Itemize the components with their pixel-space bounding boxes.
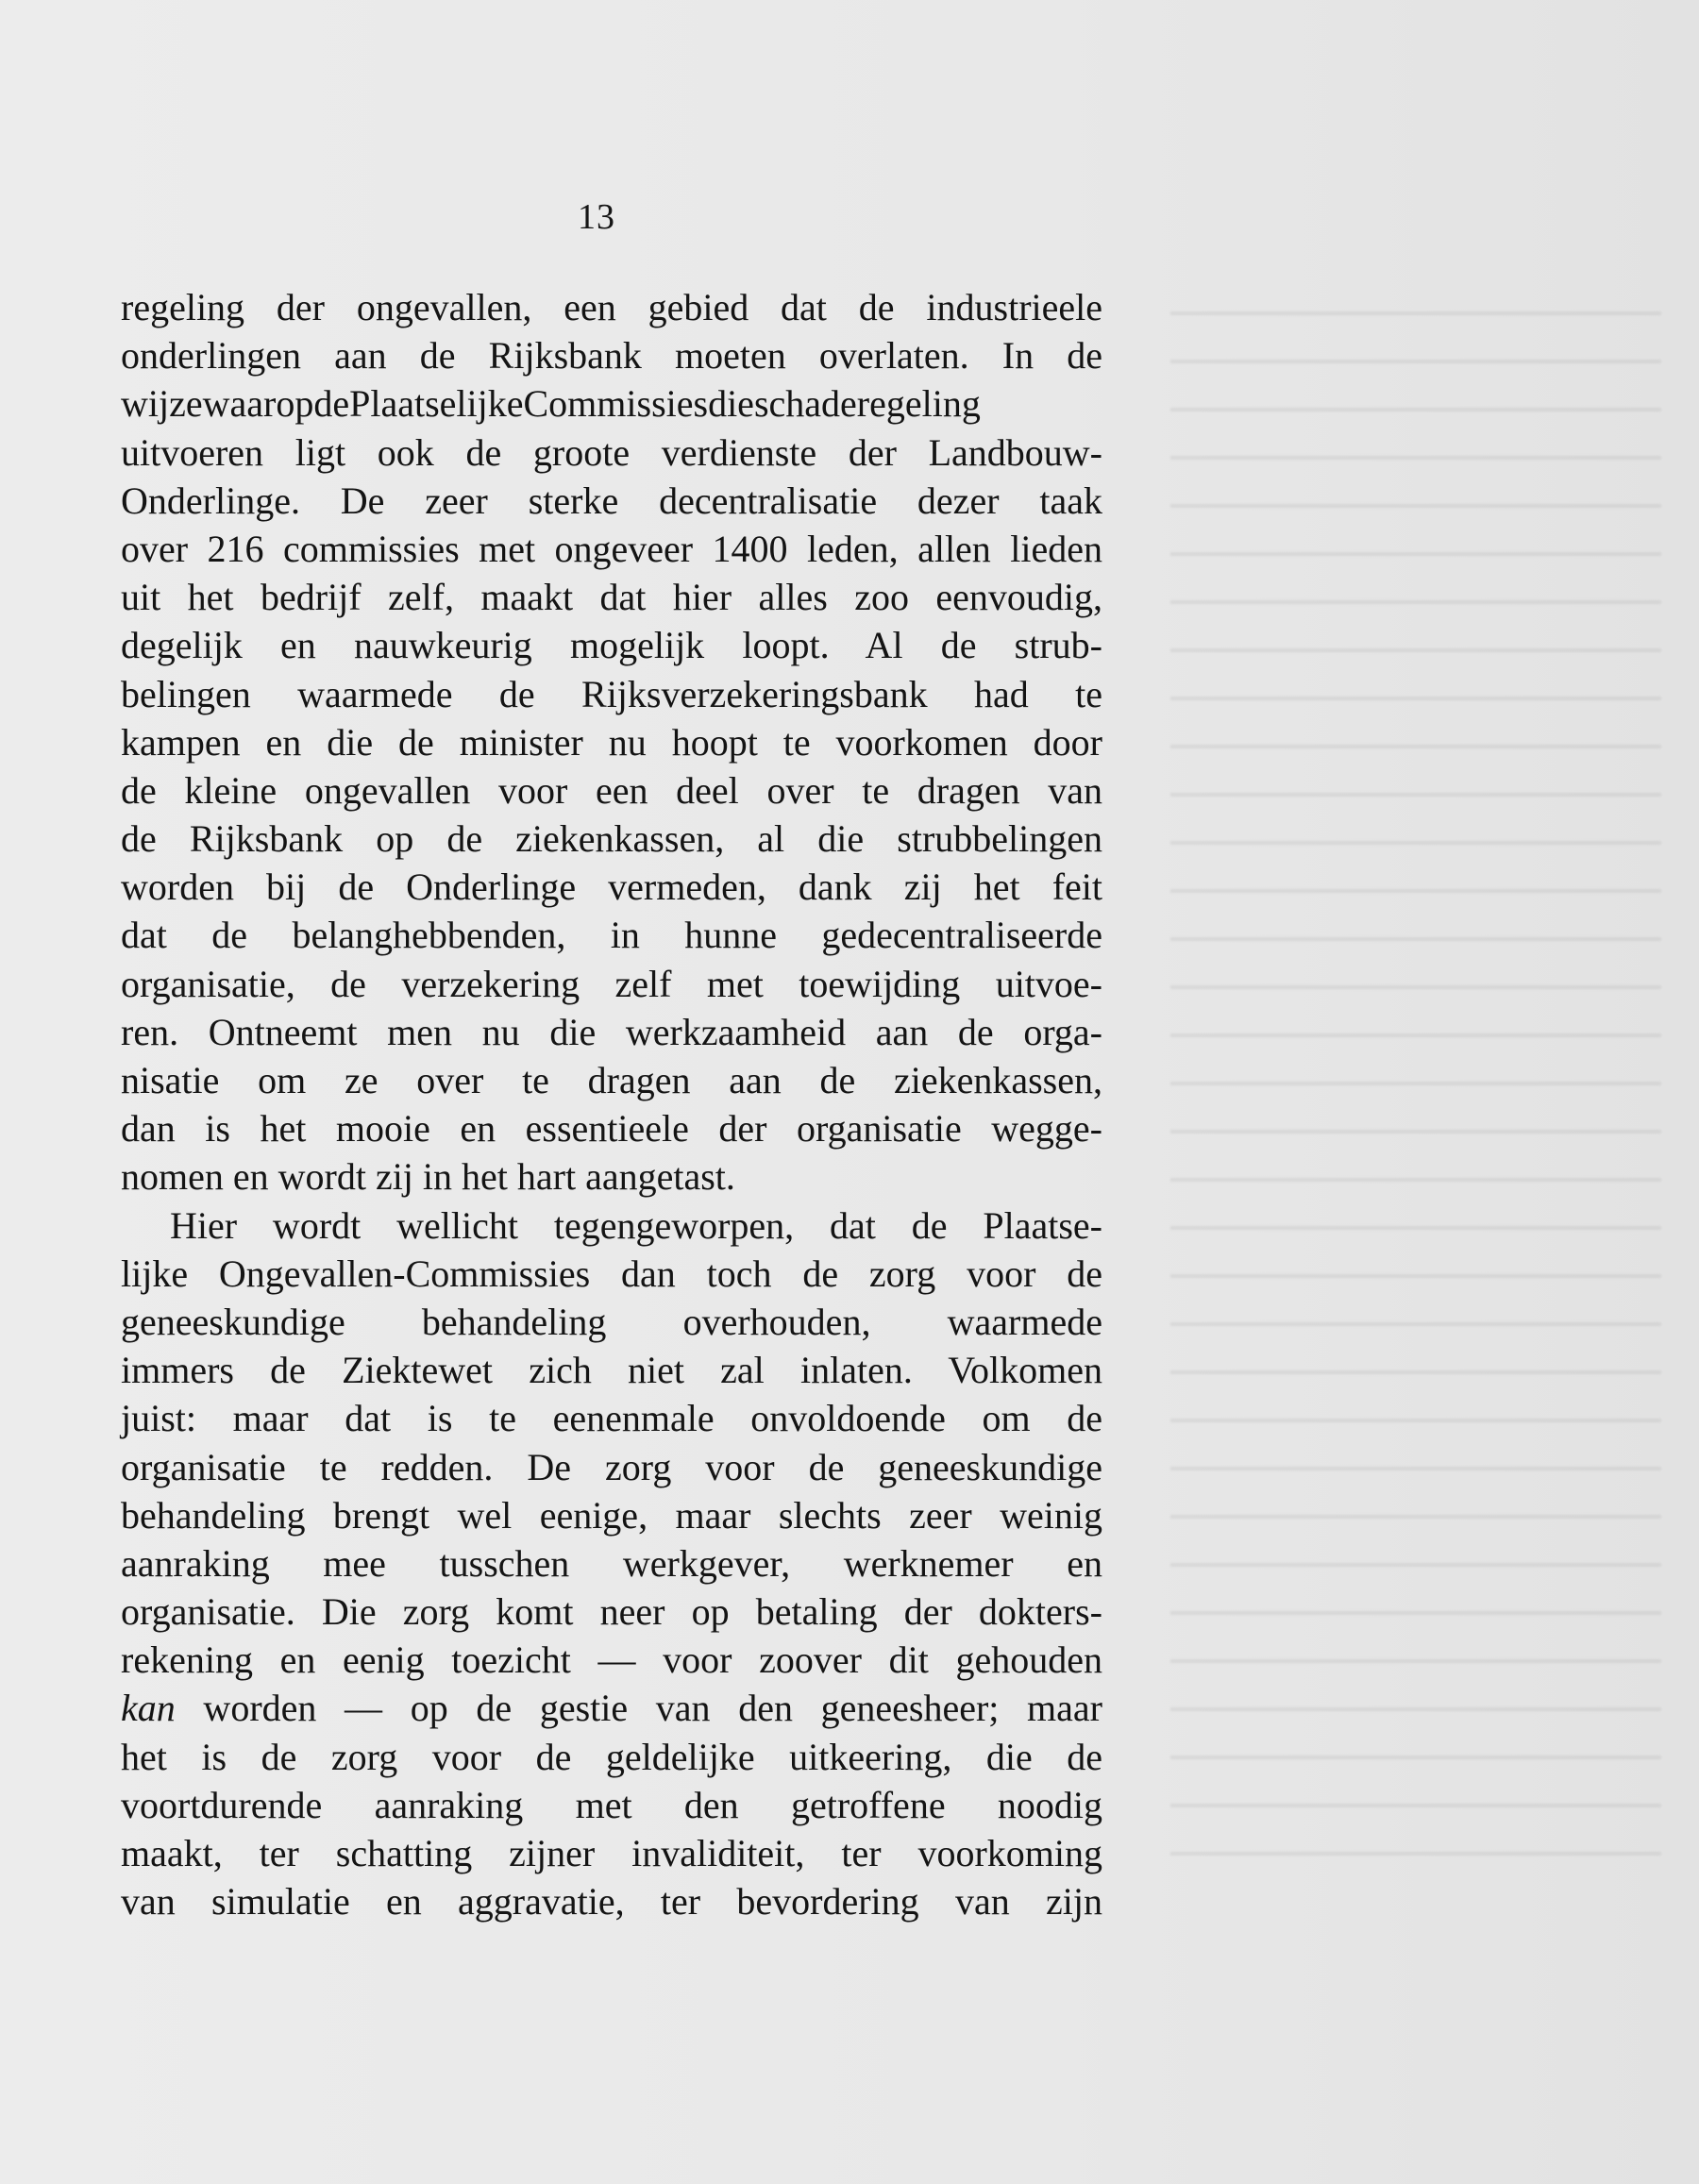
text-line: degelijk en nauwkeurig mogelijk loopt. Al de strub- <box>121 624 1102 667</box>
text-line: aanraking mee tusschen werkgever, werknemer en <box>121 1541 1102 1585</box>
text-line: de kleine ongevallen voor een deel over te dragen van <box>121 768 1102 812</box>
text-line: van simulatie en aggravatie, ter bevordering van zijn <box>121 1880 1102 1924</box>
text-line: organisatie. Die zorg komt neer op betaling der dokters- <box>121 1590 1102 1634</box>
text-line: nomen en wordt zij in het hart aangetast. <box>121 1155 735 1199</box>
page-number: 13 <box>578 197 615 237</box>
text-line: worden bij de Onderlinge vermeden, dank zij het feit <box>121 865 1102 909</box>
paragraph-1 <box>121 283 1102 1201</box>
text-line: over 216 commissies met ongeveer 1400 leden, allen lieden <box>121 527 1102 570</box>
text-line: kampen en die de minister nu hoopt te voorkomen door <box>121 720 1102 764</box>
paragraph-2 <box>121 1201 1102 1926</box>
text-line: immers de Ziektewet zich niet zal inlaten. Volkomen <box>121 1349 1102 1392</box>
bleed-through-text <box>1170 283 1661 1888</box>
text-line: de Rijksbank op de ziekenkassen, al die strubbelingen <box>121 817 1102 861</box>
text-line: lijke Ongevallen-Commissies dan toch de zorg voor de <box>121 1252 1102 1295</box>
text-line: maakt, ter schatting zijner invaliditeit, ter voorkoming <box>121 1832 1102 1874</box>
text-line: organisatie, de verzekering zelf met toewijding uitvoe- <box>121 962 1102 1005</box>
text-line: belingen waarmede de Rijksverzekeringsbank had te <box>121 672 1102 715</box>
text-line: geneeskundige behandeling overhouden, waarmede <box>121 1300 1102 1343</box>
text-line: voortdurende aanraking met den getroffene noodig <box>121 1783 1102 1826</box>
text-line: Onderlinge. De zeer sterke decentralisatie dezer taak <box>121 479 1102 522</box>
text-line: dat de belanghebbenden, in hunne gedecentraliseerde <box>121 914 1102 957</box>
text-line-with-italic <box>121 1684 1102 1732</box>
body-text <box>121 283 1102 1925</box>
text-line: uit het bedrijf zelf, maakt dat hier alles zoo eenvoudig, <box>121 576 1102 619</box>
text-line: behandeling brengt wel eenige, maar slechts zeer weinig <box>121 1493 1102 1537</box>
text-line: Hier wordt wellicht tegengeworpen, dat de Plaatse- <box>170 1203 1102 1247</box>
text-line: ren. Ontneemt men nu die werkzaamheid aan de orga- <box>121 1010 1102 1053</box>
text-line: onderlingen aan de Rijksbank moeten overlaten. In de <box>121 334 1102 378</box>
text-line: wijzewaaropdePlaatselijkeCommissiesdieschaderegeling <box>121 382 981 426</box>
text-line: organisatie te redden. De zorg voor de geneeskundige <box>121 1445 1102 1488</box>
text-line: rekening en eenig toezicht — voor zoover dit gehouden <box>121 1638 1102 1682</box>
text-line: uitvoeren ligt ook de groote verdienste der Landbouw- <box>121 430 1102 474</box>
italic-word: kan <box>121 1687 176 1730</box>
text-line: het is de zorg voor de geldelijke uitkeering, die de <box>121 1735 1102 1778</box>
text-line: nisatie om ze over te dragen aan de ziekenkassen, <box>121 1059 1102 1101</box>
text-line: juist: maar dat is te eenenmale onvoldoende om de <box>121 1397 1102 1440</box>
line-remainder: worden — op de gestie van den geneesheer; maar <box>175 1687 1102 1730</box>
text-line: regeling der ongevallen, een gebied dat de industrieele <box>121 286 1102 328</box>
text-line: dan is het mooie en essentieele der organisatie wegge- <box>121 1107 1102 1151</box>
